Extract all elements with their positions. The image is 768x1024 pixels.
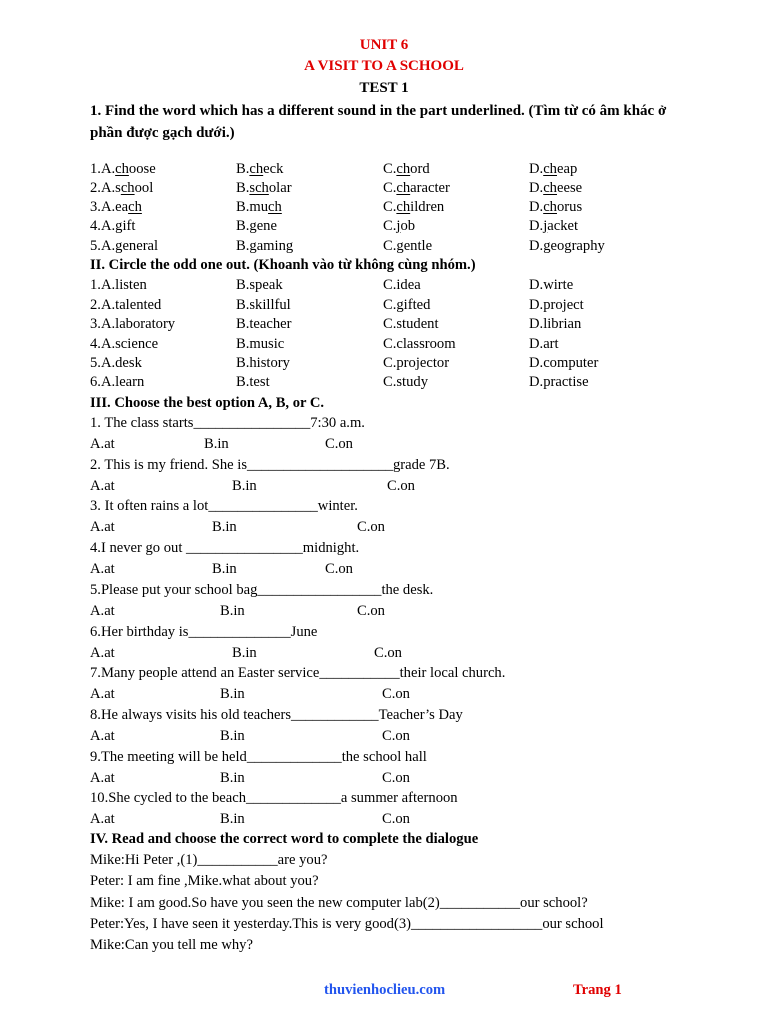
odd-one-out-row bbox=[90, 335, 740, 354]
question-text: 2. This is my friend. She is____________________grade 7B. bbox=[90, 456, 450, 473]
answer-option: B.check bbox=[236, 161, 284, 177]
underlined-sound: ch bbox=[396, 199, 411, 215]
answer-option: D.geography bbox=[529, 238, 605, 254]
answer-option: D.wirte bbox=[529, 277, 574, 293]
answer-option: C.gifted bbox=[383, 297, 431, 313]
underlined-sound: g bbox=[249, 238, 257, 254]
underlined-sound: ch bbox=[128, 199, 142, 215]
question-text: 7.Many people attend an Easter service___________their local church. bbox=[90, 665, 506, 682]
dialogue-line: Peter: I am fine ,Mike.what about you? bbox=[90, 873, 319, 890]
odd-one-out-row bbox=[90, 276, 740, 295]
option-c: C.on bbox=[357, 602, 385, 619]
underlined-sound: g bbox=[396, 238, 404, 254]
answer-option: 4.A.science bbox=[90, 336, 159, 352]
underlined-sound: ch bbox=[115, 161, 129, 177]
option-b: B.in bbox=[232, 477, 257, 494]
answer-option: D.art bbox=[529, 336, 559, 352]
underlined-sound: g bbox=[115, 238, 123, 254]
question-text: 9.The meeting will be held_____________the school hall bbox=[90, 748, 427, 765]
answer-option: D.cheese bbox=[529, 180, 583, 196]
answer-option: C.student bbox=[383, 316, 439, 332]
answer-option: C.character bbox=[383, 180, 450, 196]
section1-heading: 1. Find the word which has a different sound in the part underlined. (Tìm từ có âm khác ở phần được gạch dưới.) bbox=[90, 103, 667, 141]
question-text: 10.She cycled to the beach_____________a summer afternoon bbox=[90, 790, 458, 807]
option-a: A.at bbox=[90, 561, 115, 578]
answer-option: D.jacket bbox=[529, 218, 579, 234]
sound-question-row bbox=[90, 237, 740, 256]
option-b: B.in bbox=[220, 727, 245, 744]
section4-heading: IV. Read and choose the correct word to complete the dialogue bbox=[90, 831, 479, 847]
option-b: B.in bbox=[204, 436, 229, 452]
option-c: C.on bbox=[325, 436, 353, 452]
answer-option: 5.A.desk bbox=[90, 355, 142, 371]
underlined-sound: g bbox=[249, 218, 257, 234]
sound-question-row bbox=[90, 198, 740, 217]
underlined-sound: sch bbox=[249, 180, 269, 196]
answer-option: 4.A.gift bbox=[90, 218, 136, 234]
section3-heading: III. Choose the best option A, B, or C. bbox=[90, 395, 325, 411]
question-text: 5.Please put your school bag_________________the desk. bbox=[90, 581, 434, 598]
answer-option: D.chorus bbox=[529, 199, 583, 215]
lesson-title: A VISIT TO A SCHOOL bbox=[304, 58, 464, 74]
answer-option: C.chord bbox=[383, 161, 430, 177]
option-a: A.at bbox=[90, 477, 115, 494]
option-c: C.on bbox=[325, 561, 353, 578]
answer-option: 6.A.learn bbox=[90, 374, 145, 390]
dialogue-line: Mike:Hi Peter ,(1)___________are you? bbox=[90, 852, 328, 868]
answer-option: D.project bbox=[529, 297, 584, 313]
answer-option: 2.A.talented bbox=[90, 297, 162, 313]
underlined-sound: ch bbox=[268, 199, 282, 215]
underlined-sound: j bbox=[396, 218, 401, 234]
answer-option: B.history bbox=[236, 355, 290, 371]
option-b: B.in bbox=[232, 644, 257, 661]
option-a: A.at bbox=[90, 811, 115, 828]
option-a: A.at bbox=[90, 519, 115, 536]
footer-page-number: Trang 1 bbox=[573, 982, 622, 998]
odd-one-out-row bbox=[90, 315, 740, 334]
answer-option: B.much bbox=[236, 199, 282, 215]
answer-option: C.study bbox=[383, 374, 429, 390]
answer-option: 3.A.each bbox=[90, 199, 142, 215]
question-text: 6.Her birthday is______________June bbox=[90, 623, 318, 640]
answer-option: 5.A.general bbox=[90, 238, 159, 254]
underlined-sound: ch bbox=[543, 161, 557, 177]
option-c: C.on bbox=[382, 769, 410, 786]
option-c: C.on bbox=[382, 727, 410, 744]
test-title: TEST 1 bbox=[359, 80, 409, 96]
answer-option: D.librian bbox=[529, 316, 582, 332]
question-text: 8.He always visits his old teachers____________Teacher’s Day bbox=[90, 706, 463, 723]
answer-option: B.gaming bbox=[236, 238, 294, 254]
underlined-sound: ch bbox=[396, 180, 411, 196]
option-b: B.in bbox=[220, 602, 245, 619]
answer-option: 1.A.choose bbox=[90, 161, 156, 177]
question-text: 3. It often rains a lot_______________winter. bbox=[90, 498, 358, 515]
dialogue-line: Peter:Yes, I have seen it yesterday.This is very good(3)__________________our school bbox=[90, 915, 604, 932]
underlined-sound: ch bbox=[396, 161, 411, 177]
dialogue-line: Mike: I am good.So have you seen the new computer lab(2)___________our school? bbox=[90, 894, 588, 911]
option-b: B.in bbox=[220, 769, 245, 786]
odd-one-out-row bbox=[90, 354, 740, 373]
answer-option: D.practise bbox=[529, 374, 589, 390]
underlined-sound: ch bbox=[543, 180, 557, 196]
option-c: C.on bbox=[387, 477, 415, 494]
sound-question-row bbox=[90, 179, 740, 198]
answer-option: C.classroom bbox=[383, 336, 456, 352]
answer-option: C.idea bbox=[383, 277, 421, 293]
odd-one-out-row bbox=[90, 296, 740, 315]
answer-option: C.job bbox=[383, 218, 416, 234]
underlined-sound: g bbox=[543, 238, 551, 254]
answer-option: C.gentle bbox=[383, 238, 433, 254]
option-c: C.on bbox=[382, 686, 410, 703]
option-a: A.at bbox=[90, 686, 115, 703]
option-a: A.at bbox=[90, 436, 115, 452]
option-b: B.in bbox=[212, 561, 237, 578]
underlined-sound: ch bbox=[543, 199, 557, 215]
option-b: B.in bbox=[220, 811, 245, 828]
dialogue-line: Mike:Can you tell me why? bbox=[90, 937, 253, 954]
answer-option: 3.A.laboratory bbox=[90, 316, 176, 332]
answer-option: C.children bbox=[383, 199, 445, 215]
option-c: C.on bbox=[382, 811, 410, 828]
odd-one-out-row bbox=[90, 373, 740, 392]
option-a: A.at bbox=[90, 769, 115, 786]
answer-option: B.teacher bbox=[236, 316, 292, 332]
answer-option: B.test bbox=[236, 374, 270, 390]
underlined-sound: ch bbox=[120, 180, 135, 196]
answer-option: B.scholar bbox=[236, 180, 292, 196]
footer-site: thuvienhoclieu.com bbox=[324, 982, 446, 998]
answer-option: C.projector bbox=[383, 355, 450, 371]
sound-question-row bbox=[90, 160, 740, 179]
option-b: B.in bbox=[212, 519, 237, 536]
underlined-sound: j bbox=[543, 218, 548, 234]
section2-heading: II. Circle the odd one out. (Khoanh vào từ không cùng nhóm.) bbox=[90, 257, 476, 273]
option-c: C.on bbox=[374, 644, 402, 661]
option-c: C.on bbox=[357, 519, 385, 536]
option-a: A.at bbox=[90, 602, 115, 619]
answer-option: 2.A.school bbox=[90, 180, 154, 196]
question-text: 4.I never go out ________________midnight. bbox=[90, 540, 360, 557]
answer-option: B.speak bbox=[236, 277, 283, 293]
sound-question-row bbox=[90, 217, 740, 236]
answer-option: B.skillful bbox=[236, 297, 291, 313]
answer-option: 1.A.listen bbox=[90, 277, 147, 293]
option-a: A.at bbox=[90, 727, 115, 744]
unit-title: UNIT 6 bbox=[359, 37, 409, 53]
answer-option: B.gene bbox=[236, 218, 277, 234]
option-a: A.at bbox=[90, 644, 115, 661]
answer-option: B.music bbox=[236, 336, 285, 352]
underlined-sound: g bbox=[115, 218, 123, 234]
answer-option: D.cheap bbox=[529, 161, 578, 177]
answer-option: D.computer bbox=[529, 355, 599, 371]
option-b: B.in bbox=[220, 686, 245, 703]
question-text: 1. The class starts________________7:30 a.m. bbox=[90, 415, 365, 431]
underlined-sound: ch bbox=[249, 161, 264, 177]
